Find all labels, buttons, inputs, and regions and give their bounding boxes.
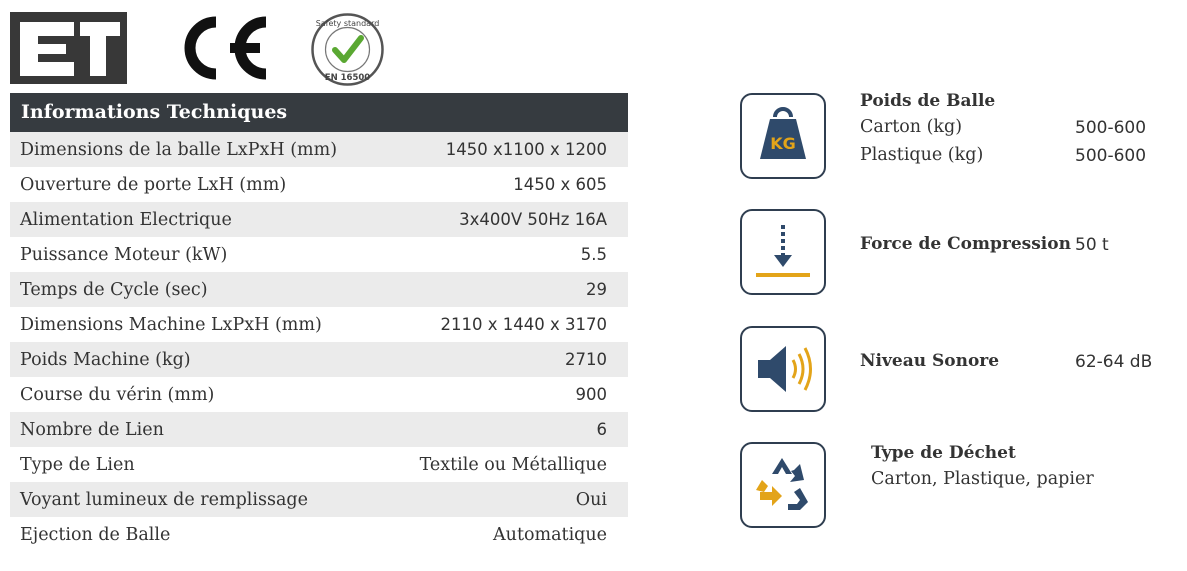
row-value: 2710	[565, 350, 607, 369]
table-row	[10, 342, 628, 377]
row-label: Nombre de Lien	[20, 419, 164, 440]
bale-weight-title: Poids de Balle	[860, 91, 996, 111]
row-label: Alimentation Electrique	[20, 209, 232, 230]
table-row	[10, 272, 628, 307]
ce-mark-logo	[170, 12, 274, 84]
svg-text:KG: KG	[770, 134, 796, 153]
speaker-icon	[740, 326, 826, 412]
technical-info-table	[10, 93, 628, 552]
row-value: Oui	[575, 489, 607, 510]
row-label: Temps de Cycle (sec)	[20, 279, 208, 300]
recycle-icon	[740, 442, 826, 528]
table-row	[10, 447, 628, 482]
row-label: Poids Machine (kg)	[20, 349, 191, 370]
bale-weight-plastic-value: 500-600	[1075, 146, 1147, 166]
row-label: Puissance Moteur (kW)	[20, 244, 228, 265]
row-label: Course du vérin (mm)	[20, 384, 215, 405]
svg-text:Safety standard: Safety standard	[315, 19, 380, 28]
table-row	[10, 482, 628, 517]
row-value: Automatique	[493, 524, 607, 545]
row-value: 900	[575, 385, 607, 404]
weight-kg-icon	[740, 93, 826, 179]
row-value: 2110 x 1440 x 3170	[440, 315, 607, 334]
noise-title: Niveau Sonore	[860, 351, 1000, 371]
safety-standard-seal	[310, 12, 385, 87]
waste-type-title: Type de Déchet	[871, 443, 1016, 463]
brand-logo	[10, 12, 127, 84]
waste-type-value: Carton, Plastique, papier	[871, 469, 1094, 489]
row-label: Dimensions Machine LxPxH (mm)	[20, 314, 322, 335]
row-label: Ejection de Balle	[20, 524, 171, 545]
compression-arrow-icon	[740, 209, 826, 295]
row-label: Type de Lien	[20, 454, 135, 475]
table-row	[10, 377, 628, 412]
row-value: 1450 x 605	[513, 175, 607, 194]
compression-value: 50 t	[1075, 235, 1109, 255]
table-row	[10, 412, 628, 447]
row-value: 6	[596, 420, 607, 439]
row-label: Voyant lumineux de remplissage	[20, 489, 308, 510]
table-row	[10, 307, 628, 342]
row-label: Dimensions de la balle LxPxH (mm)	[20, 139, 338, 160]
table-row	[10, 167, 628, 202]
bale-weight-carton-label: Carton (kg)	[860, 117, 963, 137]
compression-title: Force de Compression	[860, 234, 1071, 254]
row-value: 3x400V 50Hz 16A	[459, 210, 607, 229]
bale-weight-carton-value: 500-600	[1075, 118, 1147, 138]
table-row	[10, 132, 628, 167]
row-value: Textile ou Métallique	[419, 454, 607, 475]
table-row	[10, 517, 628, 552]
table-row	[10, 202, 628, 237]
row-value: 1450 x1100 x 1200	[445, 140, 607, 159]
table-body	[10, 132, 628, 552]
noise-value: 62-64 dB	[1075, 352, 1153, 372]
table-title: Informations Techniques	[10, 93, 628, 132]
row-label: Ouverture de porte LxH (mm)	[20, 174, 287, 195]
table-row	[10, 237, 628, 272]
bale-weight-plastic-label: Plastique (kg)	[860, 145, 984, 165]
svg-text:EN 16500: EN 16500	[324, 73, 371, 83]
row-value: 29	[586, 280, 607, 299]
row-value: 5.5	[580, 245, 607, 264]
